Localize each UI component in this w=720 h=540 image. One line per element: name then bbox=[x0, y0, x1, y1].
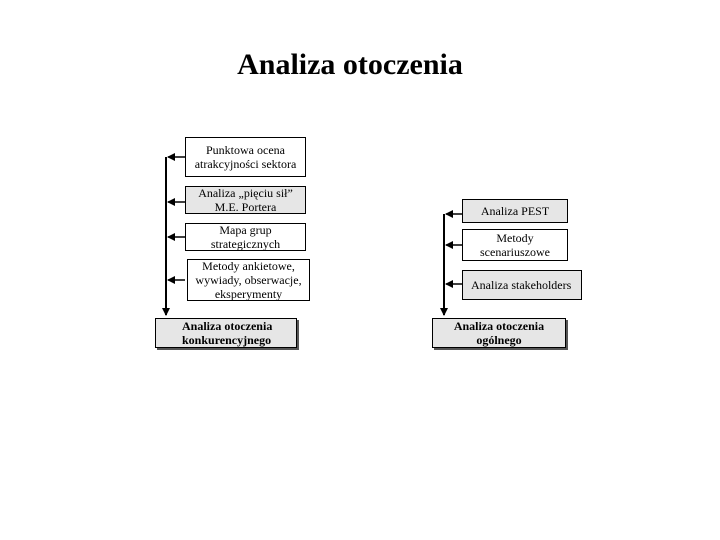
box-mapa-grup: Mapa grup strategicznych bbox=[185, 223, 306, 251]
box-pieciu-sil: Analiza „pięciu sił” M.E. Portera bbox=[185, 186, 306, 214]
box-otoczenie-konkurencyjne: Analiza otoczenia konkurencyjnego bbox=[155, 318, 297, 348]
box-otoczenie-ogolne: Analiza otoczenia ogólnego bbox=[432, 318, 566, 348]
box-metody-scenariuszowe: Metody scenariuszowe bbox=[462, 229, 568, 261]
box-metody-ankietowe: Metody ankietowe, wywiady, obserwacje, eksperymenty bbox=[187, 259, 310, 301]
box-analiza-stakeholders: Analiza stakeholders bbox=[462, 270, 582, 300]
box-punktowa-ocena: Punktowa ocena atrakcyjności sektora bbox=[185, 137, 306, 177]
page-title: Analiza otoczenia bbox=[237, 48, 463, 81]
box-analiza-pest: Analiza PEST bbox=[462, 199, 568, 223]
